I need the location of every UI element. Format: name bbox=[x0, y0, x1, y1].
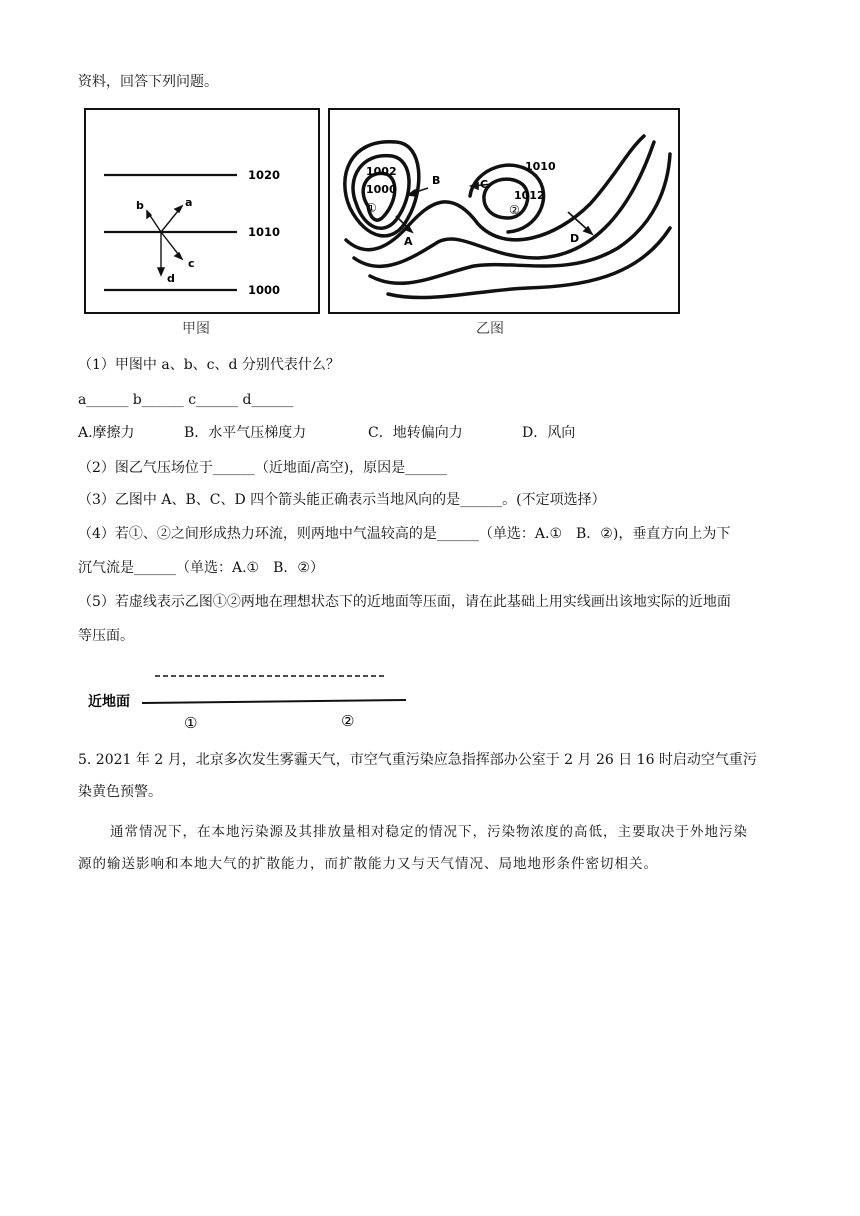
isobar-label-1010: 1010 bbox=[248, 225, 281, 239]
q3-text: （3）乙图中 A、B、C、D 四个箭头能正确表示当地风向的是______。(不定项选择） bbox=[78, 492, 606, 508]
surface-figure bbox=[82, 668, 422, 734]
vector-label-a: a bbox=[185, 196, 193, 209]
figure-jia bbox=[84, 108, 320, 314]
q1-option-d: D．风向 bbox=[522, 425, 576, 441]
isobar-label-1020: 1020 bbox=[248, 168, 281, 182]
isobar-label-1012: 1012 bbox=[514, 189, 545, 202]
q-5-line2: 染黄色预警。 bbox=[78, 784, 162, 800]
q1-blanks: a______ b______ c______ d______ bbox=[78, 392, 294, 408]
arrow-label-c: C bbox=[480, 178, 489, 191]
q1-options bbox=[78, 423, 778, 443]
point-label-1: ① bbox=[184, 714, 198, 732]
center-label-2: ② bbox=[509, 203, 520, 217]
isobar-label-1000: 1000 bbox=[248, 283, 281, 297]
passage-line2: 源的输送影响和本地大气的扩散能力，而扩散能力又与天气情况、局地地形条件密切相关。 bbox=[78, 856, 658, 872]
figure-jia-caption: 甲图 bbox=[182, 321, 210, 337]
q5-line2: 等压面。 bbox=[78, 628, 134, 644]
intro-text: 资料，回答下列问题。 bbox=[78, 74, 218, 90]
vector-label-c: c bbox=[188, 257, 195, 270]
q1-option-a: A.摩擦力 bbox=[78, 425, 135, 441]
figure-yi bbox=[328, 108, 680, 314]
passage-line1: 通常情况下，在本地污染源及其排放量相对稳定的情况下，污染物浓度的高低，主要取决于外地污染 bbox=[110, 824, 748, 840]
q2-text: （2）图乙气压场位于______（近地面/高空)，原因是______ bbox=[78, 460, 448, 476]
q5-line1: （5）若虚线表示乙图①②两地在理想状态下的近地面等压面，请在此基础上用实线画出该地实际的近地面 bbox=[78, 594, 731, 610]
arrow-label-b: B bbox=[432, 174, 441, 187]
vector-label-b: b bbox=[136, 199, 144, 212]
vector-label-d: d bbox=[167, 272, 175, 285]
isobar-label-1000: 1000 bbox=[366, 183, 397, 196]
q4-line1: （4）若①、②之间形成热力环流，则两地中气温较高的是______（单选：A.① B．②)，垂直方向上为下 bbox=[78, 526, 731, 542]
figure-yi-caption: 乙图 bbox=[476, 321, 504, 337]
q1-option-b: B．水平气压梯度力 bbox=[184, 425, 307, 441]
q-5-line1: 5. 2021 年 2 月，北京多次发生雾霾天气，市空气重污染应急指挥部办公室于 2 月 26 日 16 时启动空气重污 bbox=[78, 752, 757, 768]
isobar-label-1010: 1010 bbox=[525, 160, 556, 173]
arrow-label-d: D bbox=[570, 232, 580, 245]
q4-line2: 沉气流是______（单选：A.① B．②） bbox=[78, 560, 324, 576]
point-label-2: ② bbox=[341, 712, 355, 730]
arrow-label-a: A bbox=[404, 235, 413, 248]
ground-label: 近地面 bbox=[88, 694, 130, 710]
q1-stem: （1）甲图中 a、b、c、d 分别代表什么？ bbox=[78, 357, 340, 373]
isobar-label-1002: 1002 bbox=[366, 165, 397, 178]
center-label-1: ① bbox=[366, 201, 377, 215]
q1-option-c: C．地转偏向力 bbox=[368, 425, 463, 441]
